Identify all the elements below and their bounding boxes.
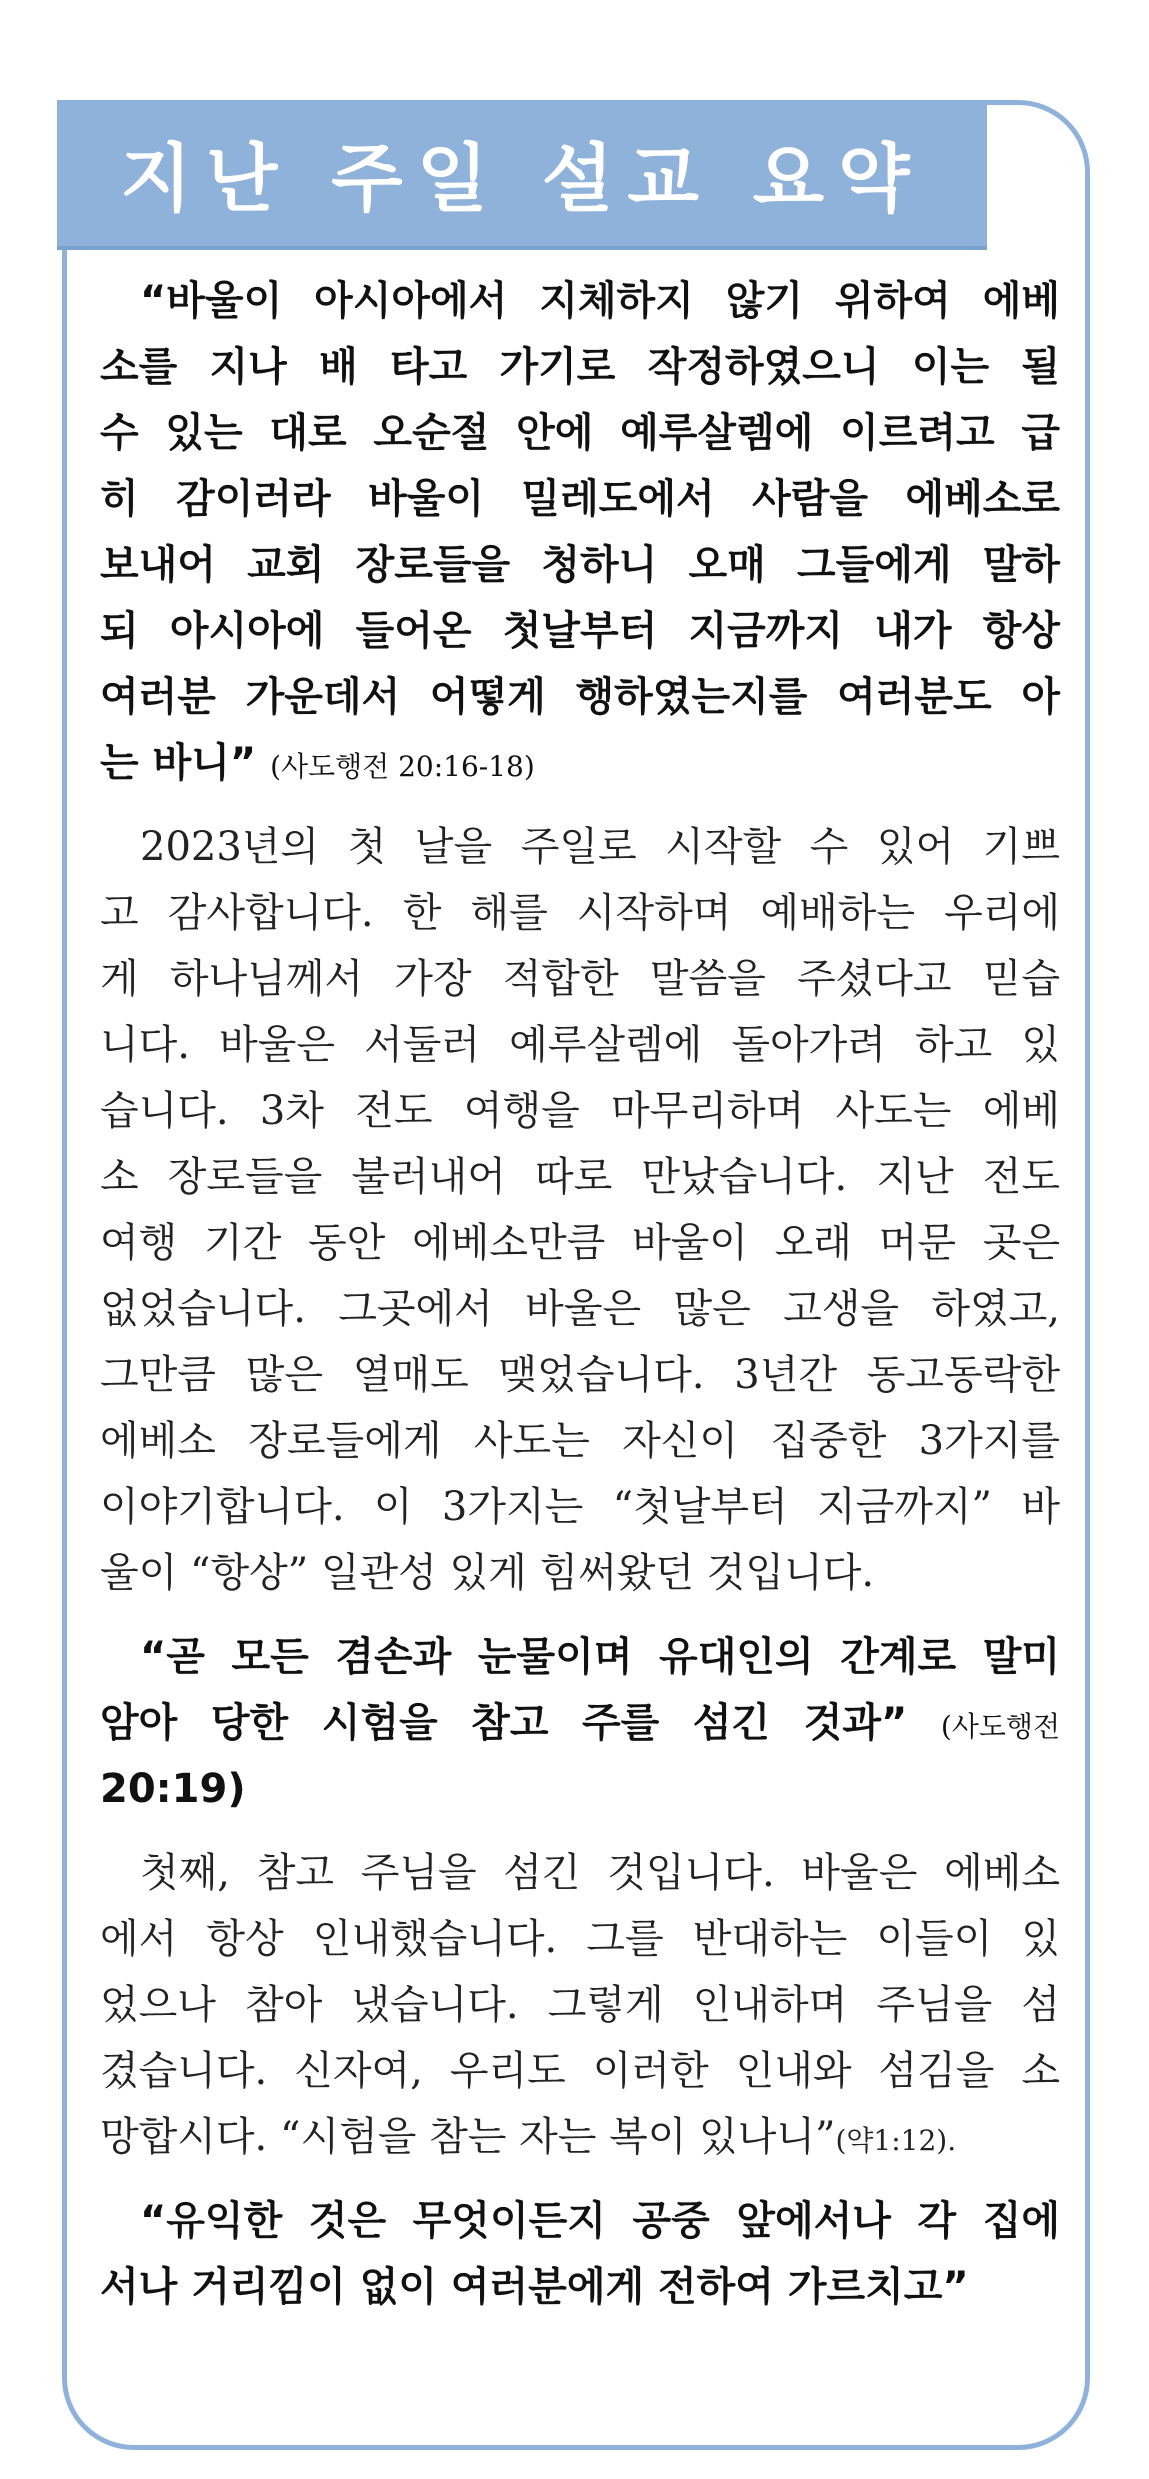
quote-line: “곧 모든 겸손과 눈물이며 유대인의 간계로 말미 — [140, 1634, 1060, 1680]
paragraph-line: 첫째, 참고 주님을 섬긴 것입니다. 바울은 에베소 — [140, 1850, 1060, 1896]
paragraph-line: 없었습니다. 그곳에서 바울은 많은 고생을 하였고, — [100, 1286, 1060, 1332]
title-banner — [57, 100, 987, 250]
paragraph-line: 소 장로들을 불러내어 따로 만났습니다. 지난 전도 — [100, 1154, 1060, 1200]
page-title: 지난 주일 설교 요약 — [120, 136, 924, 222]
quote-line — [100, 730, 1060, 796]
body-paragraph-2 — [100, 1840, 1060, 2170]
quote-line — [100, 1690, 1060, 1756]
scripture-reference: (사도행전 20:16-18) — [270, 750, 535, 783]
paragraph-line — [100, 2104, 1060, 2170]
paragraph-line: 2023년의 첫 날을 주일로 시작할 수 있어 기쁘 — [140, 824, 1060, 870]
sermon-summary — [100, 268, 1060, 2320]
quote-line: 히 감이러라 바울이 밀레도에서 사람을 에베소로 — [100, 476, 1060, 522]
quote-line: 소를 지나 배 타고 가기로 작정하였으니 이는 될 — [100, 344, 1060, 390]
paragraph-line: 니다. 바울은 서둘러 예루살렘에 돌아가려 하고 있 — [100, 1022, 1060, 1068]
paragraph-line: 울이 “항상” 일관성 있게 힘써왔던 것입니다. — [100, 1550, 875, 1596]
quote-line: 보내어 교회 장로들을 청하니 오매 그들에게 말하 — [100, 542, 1060, 588]
quote-line: 여러분 가운데서 어떻게 행하였는지를 여러분도 아 — [100, 674, 1060, 720]
paragraph-text: 망합시다. “시험을 참는 자는 복이 있나니” — [100, 2114, 836, 2160]
body-paragraph-1 — [100, 814, 1060, 1606]
quote-text: 는 바니” — [100, 740, 257, 786]
scripture-quote-1 — [100, 268, 1060, 796]
scripture-quote-2 — [100, 1624, 1060, 1822]
paragraph-line: 었으나 참아 냈습니다. 그렇게 인내하며 주님을 섬 — [100, 1982, 1060, 2028]
scripture-reference: (사도행전 — [940, 1710, 1060, 1743]
paragraph-line: 에베소 장로들에게 사도는 자신이 집중한 3가지를 — [100, 1418, 1060, 1464]
scripture-reference-continued: 20:19) — [100, 1766, 246, 1812]
scripture-quote-3 — [100, 2188, 1060, 2320]
paragraph-line: 여행 기간 동안 에베소만큼 바울이 오래 머문 곳은 — [100, 1220, 1060, 1266]
paragraph-line: 이야기합니다. 이 3가지는 “첫날부터 지금까지” 바 — [100, 1484, 1060, 1530]
paragraph-line: 에서 항상 인내했습니다. 그를 반대하는 이들이 있 — [100, 1916, 1060, 1962]
paragraph-line: 게 하나님께서 가장 적합한 말씀을 주셨다고 믿습 — [100, 956, 1060, 1002]
quote-line: 수 있는 대로 오순절 안에 예루살렘에 이르려고 급 — [100, 410, 1060, 456]
quote-line: 되 아시아에 들어온 첫날부터 지금까지 내가 항상 — [100, 608, 1060, 654]
paragraph-line: 습니다. 3차 전도 여행을 마무리하며 사도는 에베 — [100, 1088, 1060, 1134]
quote-line: 서나 거리낌이 없이 여러분에게 전하여 가르치고” — [100, 2264, 969, 2310]
paragraph-line: 고 감사합니다. 한 해를 시작하며 예배하는 우리에 — [100, 890, 1060, 936]
scripture-reference: (약1:12). — [835, 2124, 957, 2157]
quote-line: “바울이 아시아에서 지체하지 않기 위하여 에베 — [140, 278, 1060, 324]
paragraph-line: 겼습니다. 신자여, 우리도 이러한 인내와 섬김을 소 — [100, 2048, 1060, 2094]
paragraph-line: 그만큼 많은 열매도 맺었습니다. 3년간 동고동락한 — [100, 1352, 1060, 1398]
quote-line: “유익한 것은 무엇이든지 공중 앞에서나 각 집에 — [140, 2198, 1060, 2244]
quote-text: 암아 당한 시험을 참고 주를 섬긴 것과” — [100, 1700, 908, 1746]
